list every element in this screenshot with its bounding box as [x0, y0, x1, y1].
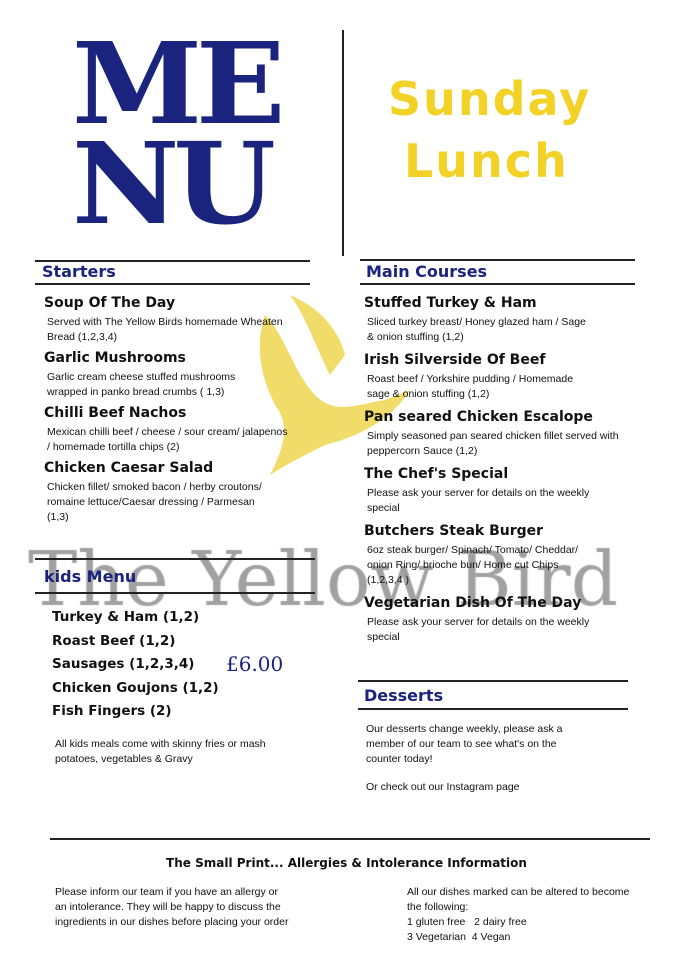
section-rule — [360, 259, 635, 261]
page-title — [388, 68, 591, 192]
list-item — [364, 465, 634, 516]
item-description: Served with The Yellow Birds homemade Wheaten Bread (1,2,3,4) — [47, 316, 283, 343]
item-description: Sliced turkey breast/ Honey glazed ham / Sage & onion stuffing (1,2) — [367, 316, 586, 343]
list-item: Sausages (1,2,3,4) — [52, 656, 195, 672]
allergen-key — [407, 885, 632, 945]
desserts-text: Our desserts change weekly, please ask a member of our team to see what's on the counter today! — [366, 723, 563, 765]
desserts-heading: Desserts — [364, 686, 444, 705]
section-rule — [50, 838, 650, 840]
list-item — [364, 351, 634, 402]
mains-heading: Main Courses — [366, 262, 488, 281]
item-description: Roast beef / Yorkshire pudding / Homemade sage & onion stuffing (1,2) — [367, 373, 574, 400]
allergy-info: Please inform our team if you have an allergy or an intolerance. They will be happy to discuss the ingredients in our dishes before placing your order — [55, 886, 289, 928]
item-name: Soup Of The Day — [44, 295, 176, 311]
list-item — [364, 594, 634, 645]
divider — [342, 30, 344, 256]
item-name: Garlic Mushrooms — [44, 350, 186, 366]
section-rule — [35, 592, 315, 594]
mains-list — [364, 290, 634, 645]
smallprint-heading: The Small Print... Allergies & Intolerance Information — [166, 856, 527, 870]
menu-logo — [72, 19, 280, 250]
section-rule — [35, 558, 315, 560]
item-name: Chilli Beef Nachos — [44, 405, 187, 421]
item-description: Please ask your server for details on the weekly special — [367, 487, 590, 514]
kids-price: £6.00 — [226, 652, 284, 676]
list-item — [364, 522, 634, 588]
list-item: Chicken Goujons (1,2) — [52, 679, 219, 696]
logo-line-2: NU — [72, 119, 270, 250]
title-line-2: Lunch — [404, 134, 569, 188]
item-description: Mexican chilli beef / cheese / sour cream/ jalapenos / homemade tortilla chips (2) — [47, 426, 288, 453]
item-name: Pan seared Chicken Escalope — [364, 409, 593, 425]
item-name: Butchers Steak Burger — [364, 523, 544, 539]
key-intro: All our dishes marked can be altered to become the following: — [407, 886, 630, 913]
list-item: Turkey & Ham (1,2) — [52, 609, 200, 625]
item-description: Chicken fillet/ smoked bacon / herby croutons/ romaine lettuce/Caesar dressing / Parmesan (1,3) — [47, 481, 262, 523]
kids-note: All kids meals come with skinny fries or mash potatoes, vegetables & Gravy — [55, 738, 266, 765]
item-name: Chicken Caesar Salad — [44, 460, 214, 476]
section-rule — [360, 283, 635, 285]
list-item — [364, 408, 634, 459]
item-name: Stuffed Turkey & Ham — [364, 295, 537, 311]
instagram-note: Or check out our Instagram page — [366, 781, 520, 793]
item-name: Irish Silverside Of Beef — [364, 352, 546, 368]
section-rule — [358, 708, 628, 710]
section-rule — [35, 283, 310, 285]
section-rule — [358, 680, 628, 682]
kids-heading: kids Menu — [44, 567, 137, 586]
starters-heading: Starters — [42, 262, 116, 281]
key-line-2: 3 Vegetarian 4 Vegan — [407, 931, 511, 943]
item-description: 6oz steak burger/ Spinach/ Tomato/ Cheddar/ onion Ring/ brioche bun/ Home cut Chips (1,2,3,4 ) — [367, 544, 579, 586]
list-item — [44, 294, 289, 345]
item-description: Please ask your server for details on the weekly special — [367, 616, 590, 643]
kids-list — [52, 606, 219, 724]
list-item — [364, 294, 634, 345]
list-item: Fish Fingers (2) — [52, 703, 172, 719]
list-item — [44, 404, 289, 455]
key-line-1: 1 gluten free 2 dairy free — [407, 916, 527, 928]
item-name: The Chef's Special — [364, 466, 509, 482]
item-description: Simply seasoned pan seared chicken fillet served with peppercorn Sauce (1,2) — [367, 430, 619, 457]
title-line-1: Sunday — [388, 72, 592, 126]
item-description: Garlic cream cheese stuffed mushrooms wrapped in panko bread crumbs ( 1,3) — [47, 371, 236, 398]
list-item — [44, 459, 289, 525]
list-item — [44, 349, 289, 400]
list-item: Roast Beef (1,2) — [52, 632, 176, 649]
item-name: Vegetarian Dish Of The Day — [364, 595, 582, 611]
starters-list — [44, 290, 289, 525]
logo-line-1: ME — [72, 19, 280, 150]
